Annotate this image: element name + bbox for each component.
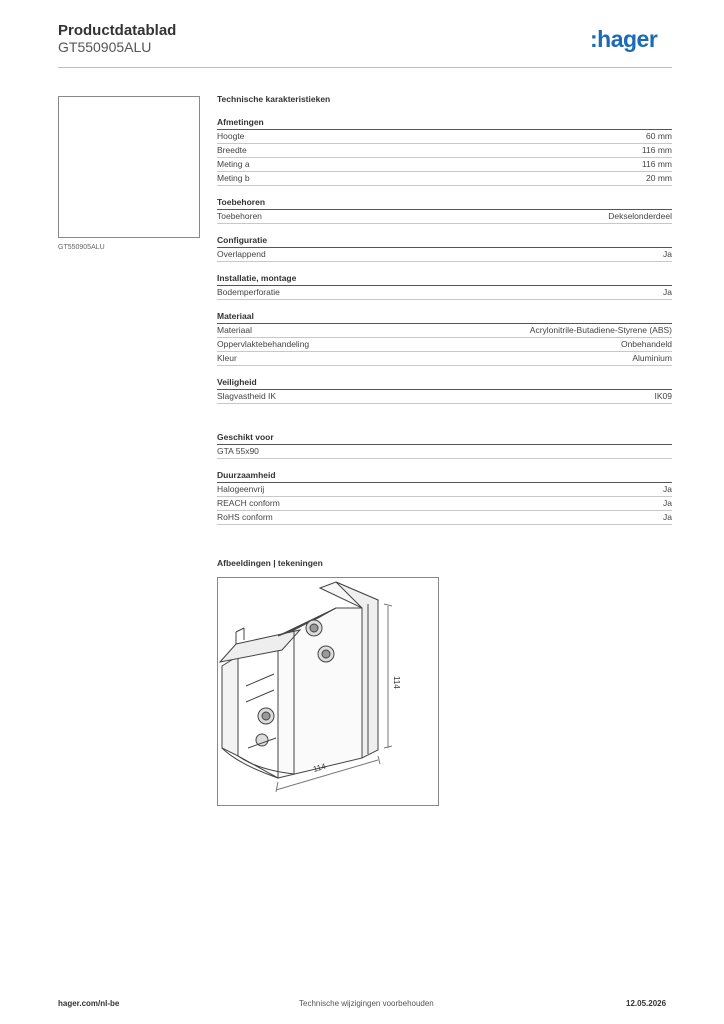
spec-value: Acrylonitrile-Butadiene-Styrene (ABS) [529, 325, 672, 335]
spec-value: 116 mm [641, 159, 672, 169]
spec-label: REACH conform [217, 498, 280, 508]
drawing-svg [218, 578, 438, 805]
spec-value: Ja [663, 512, 672, 522]
hager-logo: :hager [590, 26, 658, 52]
spec-row [217, 286, 672, 300]
spec-row [217, 324, 672, 338]
footer-notice: Technische wijzigingen voorbehouden [299, 999, 434, 1008]
dimension-label-width: 114 [312, 761, 327, 774]
spec-value: Onbehandeld [620, 339, 672, 349]
spec-row [217, 390, 672, 404]
dimension-label-height: 114 [392, 676, 401, 689]
technical-drawing [217, 577, 439, 806]
section-geschikt-voor [217, 432, 672, 459]
section-title: Afmetingen [217, 117, 672, 130]
spec-label: Kleur [217, 353, 237, 363]
spec-value: Ja [663, 498, 672, 508]
section-title: Configuratie [217, 235, 672, 248]
spec-row [217, 210, 672, 224]
spec-row [217, 130, 672, 144]
spec-label: GTA 55x90 [217, 446, 259, 456]
spec-table [217, 94, 672, 536]
spec-label: Materiaal [217, 325, 252, 335]
spec-label: Meting a [217, 159, 250, 169]
spec-label: Meting b [217, 173, 250, 183]
spec-label: Bodemperforatie [217, 287, 280, 297]
spec-label: RoHS conform [217, 512, 273, 522]
images-heading: Afbeeldingen | tekeningen [217, 558, 323, 568]
spec-row [217, 248, 672, 262]
section-title: Geschikt voor [217, 432, 672, 445]
spec-label: Oppervlaktebehandeling [217, 339, 310, 349]
spec-value: Dekselonderdeel [608, 211, 672, 221]
spec-row [217, 445, 672, 459]
section-configuratie [217, 235, 672, 262]
section-title: Materiaal [217, 311, 672, 324]
section-toebehoren [217, 197, 672, 224]
spec-value: Ja [663, 249, 672, 259]
spec-row [217, 483, 672, 497]
spec-label: Slagvastheid IK [217, 391, 277, 401]
section-title: Toebehoren [217, 197, 672, 210]
section-title: Installatie, montage [217, 273, 672, 286]
section-veiligheid [217, 377, 672, 404]
header-divider [58, 67, 672, 68]
spec-label: Toebehoren [217, 211, 262, 221]
spec-value: Ja [663, 484, 672, 494]
spec-row [217, 338, 672, 352]
specs-heading: Technische karakteristieken [217, 94, 331, 104]
section-title: Veiligheid [217, 377, 672, 390]
spec-value: Ja [663, 287, 672, 297]
page-title: Productdatablad [58, 22, 177, 39]
section-installatie [217, 273, 672, 300]
spec-row [217, 172, 672, 186]
spec-label: Breedte [217, 145, 247, 155]
thumbnail-caption: GT550905ALU [58, 244, 105, 251]
spec-row [217, 158, 672, 172]
footer-date: 12.05.2026 [626, 999, 667, 1008]
spec-label: Hoogte [217, 131, 245, 141]
spec-value: 20 mm [646, 173, 672, 183]
section-duurzaamheid [217, 470, 672, 525]
spec-row [217, 497, 672, 511]
spec-row [217, 144, 672, 158]
spec-value: IK09 [654, 391, 672, 401]
footer-website[interactable]: hager.com/nl-be [58, 999, 120, 1008]
section-title: Duurzaamheid [217, 470, 672, 483]
spec-row [217, 352, 672, 366]
section-afmetingen [217, 117, 672, 186]
spec-value: 116 mm [641, 145, 672, 155]
spec-label: Overlappend [217, 249, 266, 259]
spec-row [217, 511, 672, 525]
spec-value: 60 mm [646, 131, 672, 141]
product-code: GT550905ALU [58, 39, 152, 55]
spec-value: Aluminium [632, 353, 672, 363]
spec-label: Halogeenvrij [217, 484, 265, 494]
section-materiaal [217, 311, 672, 366]
product-thumbnail [58, 96, 200, 238]
